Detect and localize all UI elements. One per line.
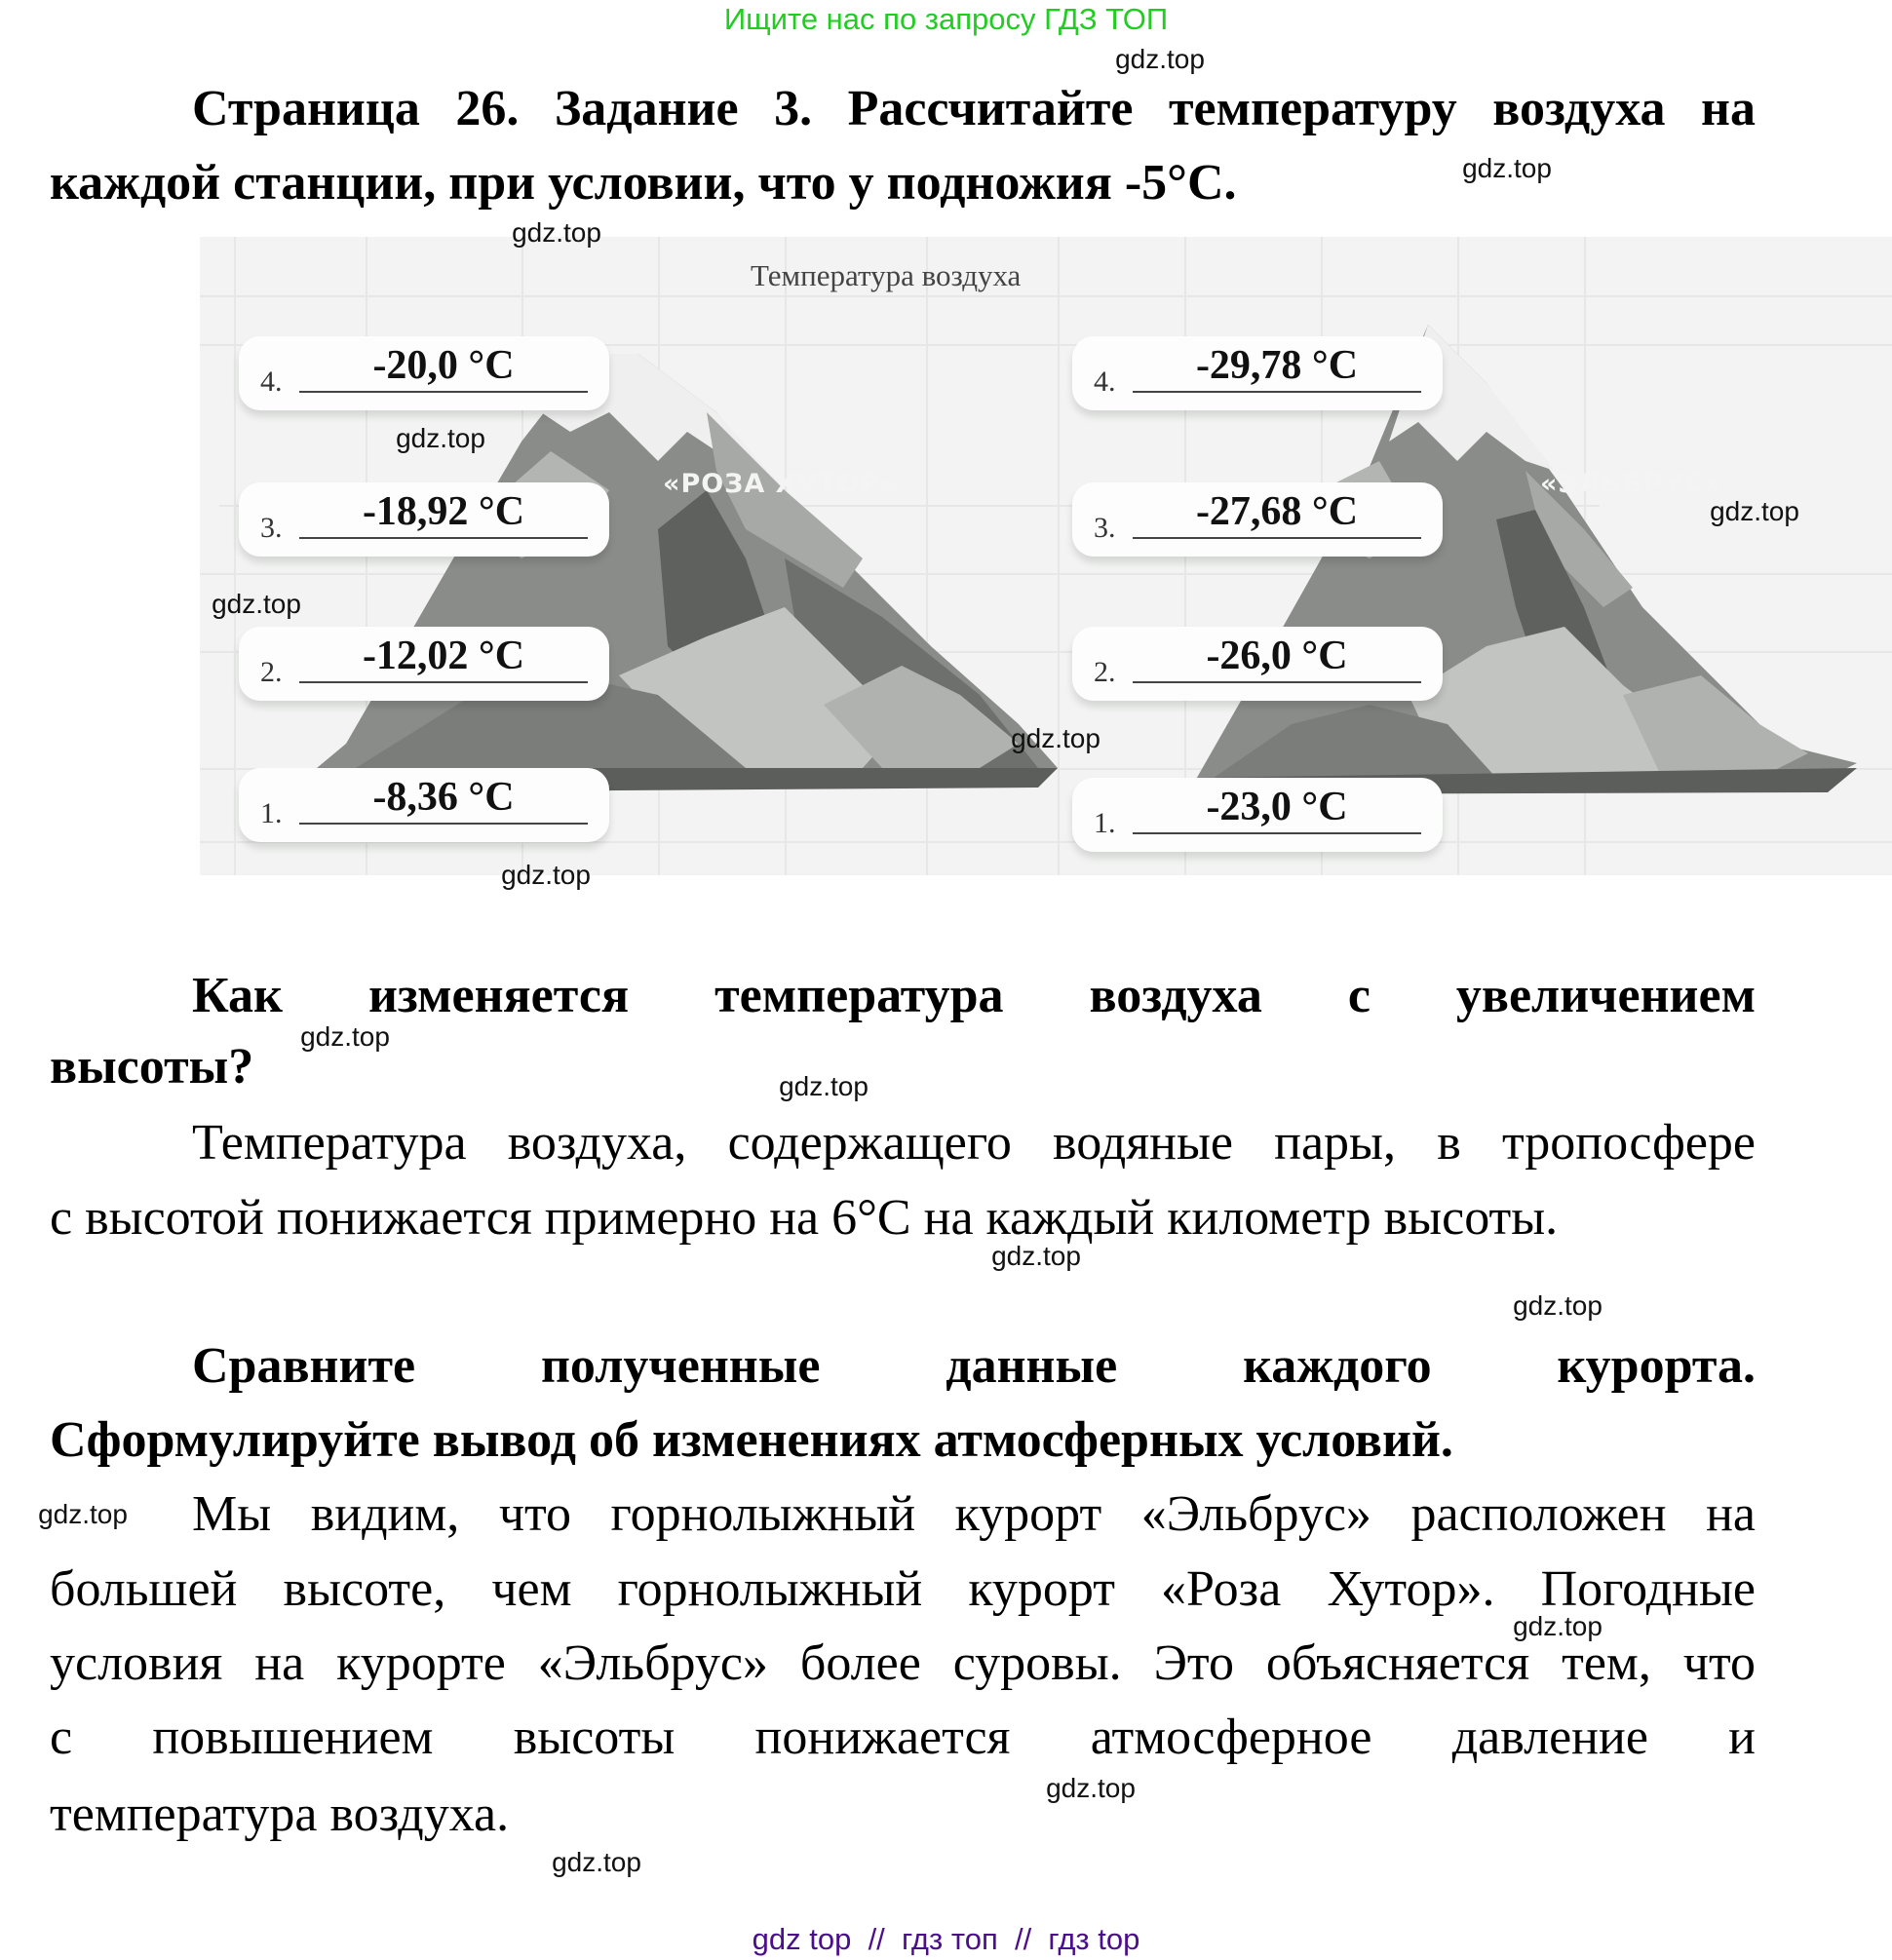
station-number: 2. bbox=[1094, 656, 1116, 688]
elbrus-station-1 bbox=[1072, 778, 1443, 852]
figure-title: Температура воздуха bbox=[751, 258, 1022, 292]
watermark: gdz.top bbox=[991, 1241, 1081, 1271]
elbrus-station-3 bbox=[1072, 482, 1443, 557]
answer-underline bbox=[299, 823, 588, 825]
watermark: gdz.top bbox=[1462, 153, 1552, 183]
answer-underline bbox=[1133, 832, 1421, 834]
task-title-line-2: каждой станции, при условии, что у подножия -5°C. bbox=[50, 155, 1237, 211]
watermark: gdz.top bbox=[1513, 1290, 1602, 1321]
watermark: gdz.top bbox=[552, 1847, 641, 1877]
question-1-line-1: Как изменяется температура воздуха с увеличением bbox=[192, 968, 1756, 1023]
elbrus-station-4 bbox=[1072, 336, 1443, 410]
rosa-khutor-label: «РОЗА ХУТОР» bbox=[663, 469, 899, 499]
station-temperature: -23,0 °C bbox=[1206, 785, 1348, 829]
station-temperature: -18,92 °C bbox=[362, 489, 525, 534]
answer-1-line-1: Температура воздуха, содержащего водяные пары, в тропосфере bbox=[192, 1115, 1756, 1171]
answer-1-line-2: с высотой понижается примерно на 6°C на каждый километр высоты. bbox=[50, 1190, 1559, 1246]
station-temperature: -29,78 °C bbox=[1195, 343, 1359, 388]
station-number: 2. bbox=[260, 656, 283, 688]
footer-links: gdz top // гдз топ // гдз top bbox=[752, 1922, 1140, 1956]
watermark: gdz.top bbox=[501, 860, 591, 890]
answer-underline bbox=[299, 391, 588, 393]
task-title-line-1: Страница 26. Задание 3. Рассчитайте температуру воздуха на bbox=[192, 81, 1756, 136]
station-number: 3. bbox=[260, 512, 283, 544]
elbrus-station-2 bbox=[1072, 627, 1443, 701]
station-number: 1. bbox=[1094, 807, 1116, 839]
answer-2-line-1: Мы видим, что горнолыжный курорт «Эльбрус» расположен на bbox=[192, 1486, 1756, 1542]
station-number: 4. bbox=[1094, 365, 1116, 398]
watermark: gdz.top bbox=[779, 1071, 869, 1101]
watermark: gdz.top bbox=[38, 1499, 128, 1529]
question-2-line-2: Сформулируйте вывод об изменениях атмосферных условий. bbox=[50, 1412, 1453, 1468]
promo-banner: Ищите нас по запросу ГДЗ ТОП bbox=[723, 2, 1169, 36]
answer-2-line-2: большей высоте, чем горнолыжный курорт «Роза Хутор». Погодные bbox=[50, 1561, 1756, 1617]
watermark: gdz.top bbox=[300, 1021, 390, 1052]
watermark: gdz.top bbox=[512, 217, 601, 248]
answer-underline bbox=[299, 537, 588, 539]
station-temperature: -27,68 °C bbox=[1195, 489, 1359, 534]
station-number: 4. bbox=[260, 365, 283, 398]
watermark: gdz.top bbox=[396, 423, 485, 453]
temperature-figure bbox=[200, 237, 1892, 875]
watermark: gdz.top bbox=[1011, 723, 1100, 753]
question-2-line-1: Сравните полученные данные каждого курорта. bbox=[192, 1338, 1756, 1394]
rosa-station-3 bbox=[239, 482, 609, 557]
station-temperature: -20,0 °C bbox=[372, 343, 515, 388]
rosa-station-1 bbox=[239, 768, 609, 842]
answer-2-line-3: условия на курорте «Эльбрус» более суровы. Это объясняется тем, что bbox=[50, 1635, 1756, 1691]
answer-underline bbox=[299, 681, 588, 683]
rosa-station-2 bbox=[239, 627, 609, 701]
answer-underline bbox=[1133, 391, 1421, 393]
answer-2-line-4: с повышением высоты понижается атмосферное давление и bbox=[50, 1710, 1756, 1765]
watermark: gdz.top bbox=[1115, 44, 1205, 74]
question-1-line-2: высоты? bbox=[50, 1039, 254, 1095]
watermark: gdz.top bbox=[1710, 496, 1799, 526]
station-temperature: -8,36 °C bbox=[372, 775, 515, 820]
station-number: 3. bbox=[1094, 512, 1116, 544]
answer-2-line-5: температура воздуха. bbox=[50, 1787, 510, 1842]
station-number: 1. bbox=[260, 797, 283, 829]
station-temperature: -12,02 °C bbox=[362, 634, 525, 678]
watermark: gdz.top bbox=[1513, 1611, 1602, 1641]
station-temperature: -26,0 °C bbox=[1206, 634, 1348, 678]
watermark: gdz.top bbox=[1046, 1773, 1136, 1803]
answer-underline bbox=[1133, 681, 1421, 683]
elbrus-label: «ЭЛЬБРУС» bbox=[1540, 469, 1723, 499]
answer-underline bbox=[1133, 537, 1421, 539]
watermark: gdz.top bbox=[212, 589, 301, 619]
rosa-station-4 bbox=[239, 336, 609, 410]
rosa-khutor-mountain-icon bbox=[317, 354, 1058, 792]
